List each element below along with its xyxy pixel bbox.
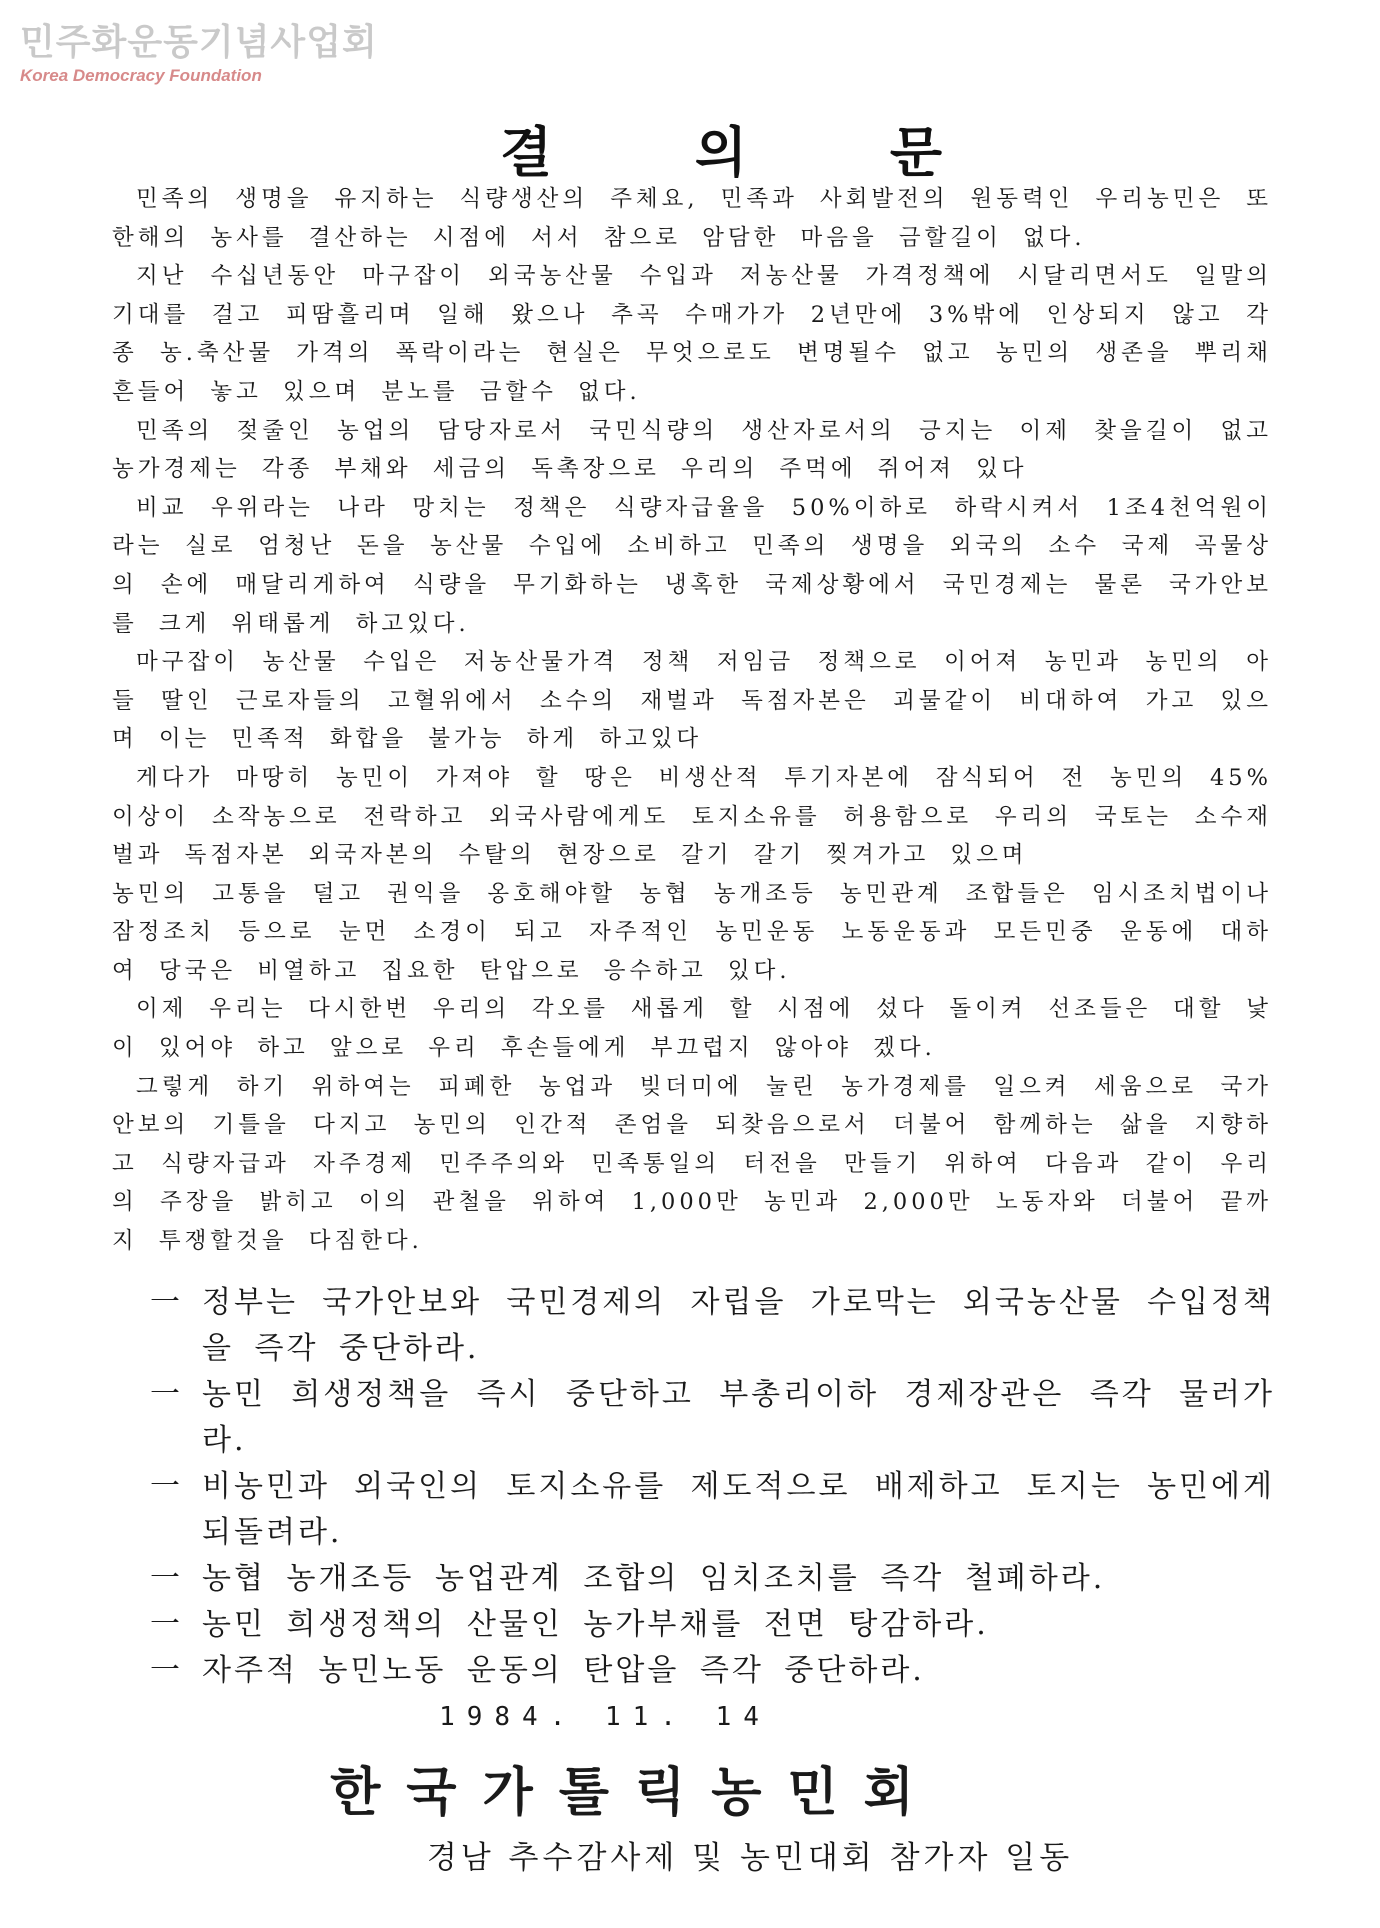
document-title: 결 의 문 xyxy=(499,121,1005,184)
demand-marker: 一 xyxy=(150,1469,183,1504)
paragraph: 마구잡이 농산물 수입은 저농산물가격 정책 저임금 정책으로 이어져 농민과 농민의 아들 딸인 근로자들의 고혈위에서 소수의 재벌과 독점자본은 괴물같이 비대하여 가고 있으며 이는 민족적 화합을 불가능 하게 하고있다 xyxy=(112,649,1272,753)
demand-item xyxy=(150,1648,1275,1694)
demand-text: 농민 희생정책의 산물인 농가부채를 전면 탕감하라. xyxy=(202,1607,989,1642)
demand-item xyxy=(150,1280,1275,1372)
watermark-logo xyxy=(20,22,378,86)
organization-name: 한국가톨릭농민회 xyxy=(330,1763,940,1823)
demand-item xyxy=(150,1372,1275,1464)
demand-marker: 一 xyxy=(150,1561,183,1596)
demand-text: 정부는 국가안보와 국민경제의 자립을 가로막는 외국농산물 수입정책을 즉각 중단하라. xyxy=(202,1285,1275,1366)
paragraph: 비교 우위라는 나라 망치는 정책은 식량자급율을 50%이하로 하락시켜서 1조4천억원이라는 실로 엄청난 돈을 농산물 수입에 소비하고 민족의 생명을 외국의 소수 국제 곡물상의 손에 매달리게하여 식량을 무기화하는 냉혹한 국제상황에서 국민경제는 물론 국가안보를 크게 위태롭게 하고있다. xyxy=(112,494,1272,637)
paragraph: 지난 수십년동안 마구잡이 외국농산물 수입과 저농산물 가격정책에 시달리면서도 일말의 기대를 걸고 피땀흘리며 일해 왔으나 추곡 수매가가 2년만에 3%밖에 인상되지 않고 각종 농.축산물 가격의 폭락이라는 현실은 무엇으로도 변명될수 없고 농민의 생존을 뿌리채 흔들어 놓고 있으며 분노를 금할수 없다. xyxy=(112,263,1272,405)
paragraph: 이제 우리는 다시한번 우리의 각오를 새롭게 할 시점에 섰다 돌이켜 선조들은 대할 낯이 있어야 하고 앞으로 우리 후손들에게 부끄럽지 않아야 겠다. xyxy=(112,996,1272,1062)
demands-list xyxy=(150,1280,1275,1694)
demand-marker: 一 xyxy=(150,1285,183,1320)
paragraph: 농민의 고통을 덜고 권익을 옹호해야할 농협 농개조등 농민관계 조합들은 임시조치법이나 잠정조치 등으로 눈먼 소경이 되고 자주적인 농민운동 노동운동과 모든민중 운동에 대하여 당국은 비열하고 집요한 탄압으로 응수하고 있다. xyxy=(112,880,1272,984)
paragraph: 그렇게 하기 위하여는 피폐한 농업과 빚더미에 눌린 농가경제를 일으켜 세움으로 국가 안보의 기틀을 다지고 농민의 인간적 존엄을 되찾음으로서 더불어 함께하는 삶을 지향하고 식량자급과 자주경제 민주주의와 민족통일의 터전을 만들기 위하여 다음과 같이 우리의 주장을 밝히고 이의 관철을 위하여 1,000만 농민과 2,000만 노동자와 더불어 끝까지 투쟁할것을 다짐한다. xyxy=(112,1073,1272,1255)
demand-text: 농협 농개조등 농업관계 조합의 임치조치를 즉각 철폐하라. xyxy=(202,1561,1106,1596)
demand-item xyxy=(150,1464,1275,1556)
watermark-english: Korea Democracy Foundation xyxy=(20,66,262,85)
demand-text: 자주적 농민노동 운동의 탄압을 즉각 중단하라. xyxy=(202,1653,925,1688)
paragraph: 게다가 마땅히 농민이 가져야 할 땅은 비생산적 투기자본에 잠식되어 전 농민의 45%이상이 소작농으로 전락하고 외국사람에게도 토지소유를 허용함으로 우리의 국토는 소수재벌과 독점자본 외국자본의 수탈의 현장으로 갈기 갈기 찢겨가고 있으며 xyxy=(112,764,1272,869)
demand-item xyxy=(150,1556,1275,1602)
document-date: 1984. 11. 14 xyxy=(439,1702,771,1732)
demand-marker: 一 xyxy=(150,1377,183,1412)
demand-marker: 一 xyxy=(150,1653,183,1688)
paragraph: 민족의 생명을 유지하는 식량생산의 주체요, 민족과 사회발전의 원동력인 우리농민은 또 한해의 농사를 결산하는 시점에 서서 참으로 암담한 마음을 금할길이 없다. xyxy=(112,186,1272,251)
watermark-korean: 민주화운동기념사업회 xyxy=(20,22,378,63)
demand-marker: 一 xyxy=(150,1607,183,1642)
demand-item xyxy=(150,1602,1275,1648)
demand-text: 농민 희생정책을 즉시 중단하고 부총리이하 경제장관은 즉각 물러가라. xyxy=(202,1377,1275,1458)
signers-line: 경남 추수감사제 및 농민대회 참가자 일동 xyxy=(426,1840,1074,1876)
resolution-body xyxy=(112,180,1272,1261)
paragraph: 민족의 젖줄인 농업의 담당자로서 국민식량의 생산자로서의 긍지는 이제 찾을길이 없고 농가경제는 각종 부채와 세금의 독촉장으로 우리의 주먹에 쥐어져 있다 xyxy=(112,417,1272,483)
demand-text: 비농민과 외국인의 토지소유를 제도적으로 배제하고 토지는 농민에게 되돌려라. xyxy=(202,1469,1275,1550)
